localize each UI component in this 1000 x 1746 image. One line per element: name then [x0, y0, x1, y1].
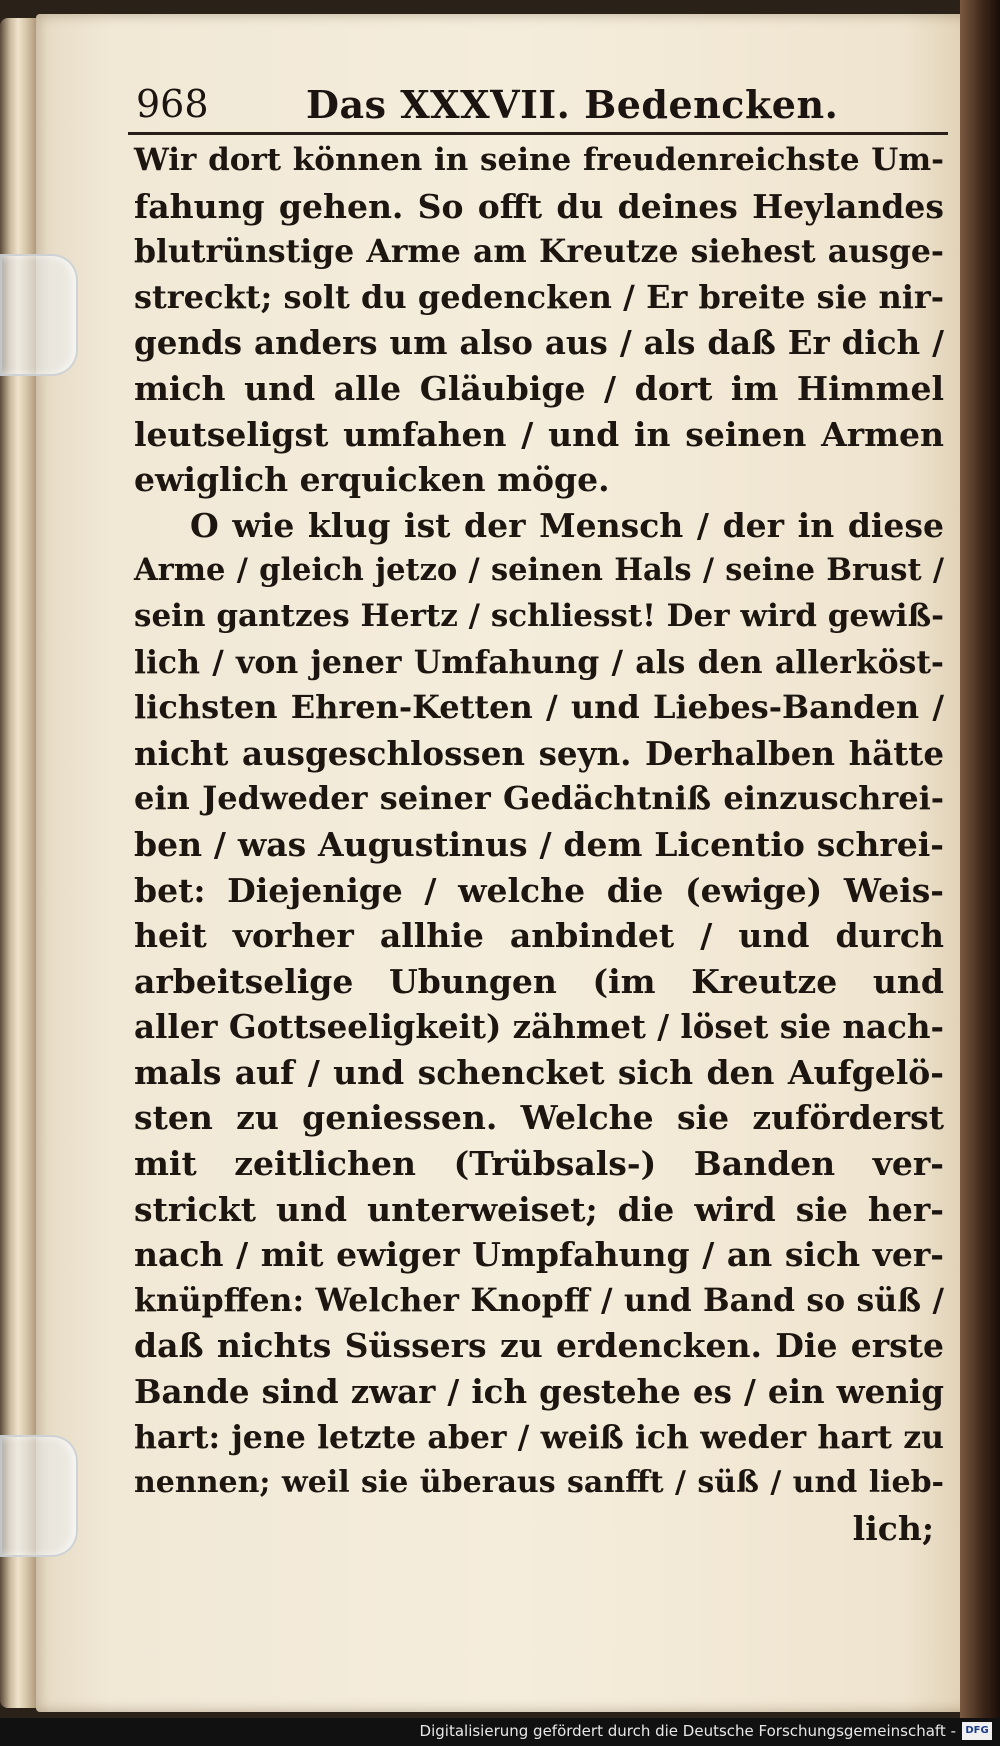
text-line: hart: jene letzte aber / weiß ich weder hart zu	[134, 1418, 944, 1456]
text-line: aller Gottseeligkeit) zähmet / löset sie nach-	[134, 1007, 944, 1047]
text-line: blutrünstige Arme am Kreutze siehest ausge-	[134, 233, 944, 271]
text-line: streckt; solt du gedencken / Er breite sie nir-	[134, 277, 944, 316]
binding-shadow	[960, 0, 1000, 1746]
page-number: 968	[136, 82, 209, 126]
catchword: lich;	[852, 1508, 934, 1548]
text-line: O wie klug ist der Mensch / der in diese	[190, 505, 944, 545]
text-line: mals auf / und schencket sich den Aufgelö-	[134, 1052, 944, 1092]
text-line: Bande sind zwar / ich gestehe es / ein wenig	[134, 1372, 944, 1412]
text-line: sein gantzes Hertz / schliesst! Der wird gewiß-	[134, 597, 944, 634]
text-line: heit vorher allhie anbindet / und durch	[134, 916, 944, 956]
text-line: ben / was Augustinus / dem Licentio schrei-	[134, 824, 944, 864]
text-line: nicht ausgeschlossen seyn. Derhalben hätte	[134, 733, 944, 773]
body-text	[134, 138, 944, 1551]
digitization-footer	[0, 1718, 1000, 1746]
text-line: nach / mit ewiger Umpfahung / an sich ver-	[134, 1235, 944, 1275]
text-line: sten zu geniessen. Welche sie zuförderst	[134, 1098, 944, 1138]
text-line: Wir dort können in seine freudenreichste Um-	[134, 142, 944, 178]
text-line: lichsten Ehren-Ketten / und Liebes-Banden /	[134, 688, 944, 727]
dfg-logo: DFG	[962, 1722, 992, 1740]
text-line: mit zeitlichen (Trübsals-) Banden ver-	[134, 1144, 944, 1184]
text-line: ewiglich erquicken möge.	[134, 460, 610, 500]
text-line: knüpffen: Welcher Knopff / und Band so süß /	[134, 1281, 944, 1319]
text-line: Arme / gleich jetzo / seinen Hals / seine Brust /	[134, 552, 944, 589]
text-line: nennen; weil sie überaus sanfft / süß / und lieb-	[134, 1465, 944, 1501]
text-line: arbeitselige Ubungen (im Kreutze und	[134, 961, 944, 1001]
text-line: bet: Diejenige / welche die (ewige) Weis-	[134, 870, 944, 910]
text-line: strickt und unterweiset; die wird sie her-	[134, 1189, 944, 1229]
text-line: leutseligst umfahen / und in seinen Armen	[134, 414, 944, 454]
text-line: daß nichts Süssers zu erdencken. Die erste	[134, 1326, 944, 1366]
page-clip-bottom	[0, 1435, 78, 1557]
text-line: mich und alle Gläubige / dort im Himmel	[134, 368, 944, 408]
text-line: fahung gehen. So offt du deines Heylandes	[134, 186, 944, 226]
text-line: gends anders um also aus / als daß Er dich /	[134, 323, 944, 363]
header-rule	[128, 132, 948, 135]
page-header	[136, 82, 936, 138]
text-line: ein Jedweder seiner Gedächtniß einzuschrei-	[134, 779, 944, 818]
footer-credit: Digitalisierung gefördert durch die Deutsche Forschungsgemeinschaft -	[419, 1722, 956, 1740]
running-title: Das XXXVII. Bedencken.	[306, 82, 839, 127]
text-line: lich / von jener Umfahung / als den allerköst-	[134, 643, 944, 681]
page-clip-top	[0, 254, 78, 376]
